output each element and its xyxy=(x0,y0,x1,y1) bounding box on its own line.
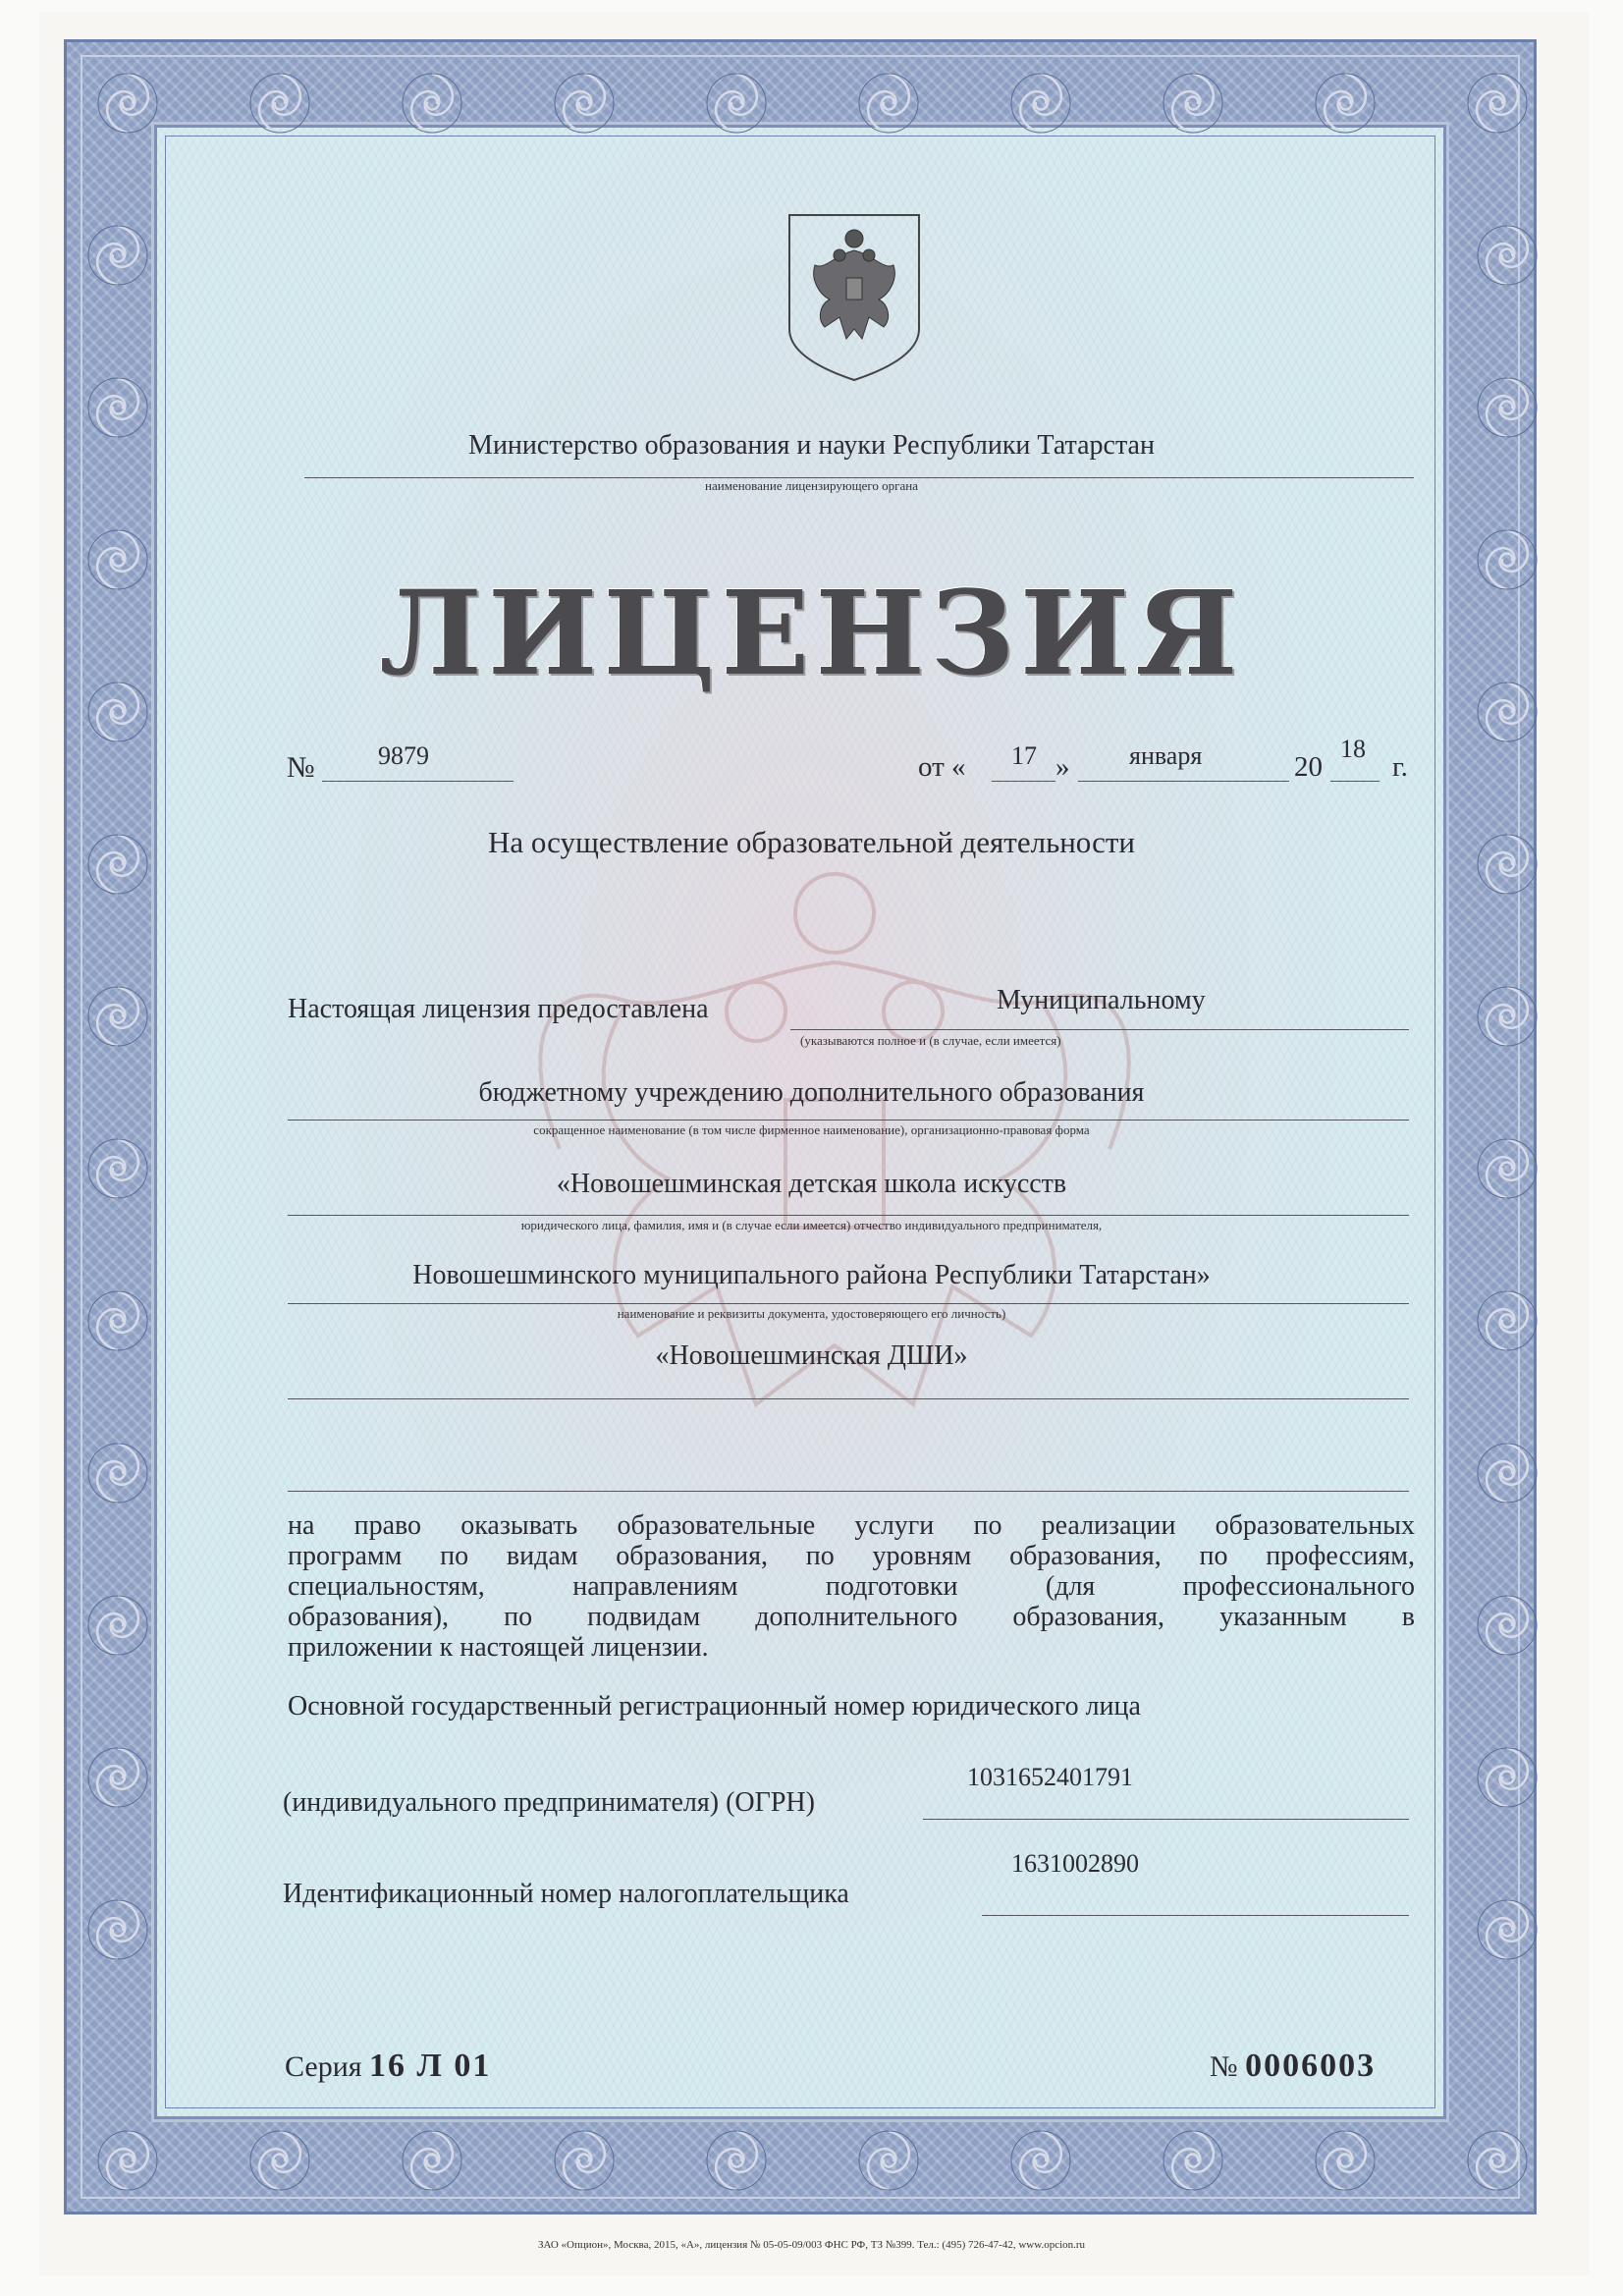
ogrn-label-line1: Основной государственный регистрационный номер юридического лица xyxy=(288,1691,1141,1722)
grantee-underline4 xyxy=(288,1303,1409,1304)
frame-ornament xyxy=(83,982,152,1051)
activity-type: На осуществление образовательной деятельности xyxy=(488,825,1135,859)
year-unit: г. xyxy=(1392,751,1408,783)
frame-ornament xyxy=(1159,69,1227,137)
frame-ornament xyxy=(702,2126,771,2195)
grantee-line5: «Новошешминская ДШИ» xyxy=(655,1340,968,1371)
date-prefix: от « xyxy=(918,751,966,783)
frame-ornament xyxy=(550,2126,619,2195)
frame-ornament xyxy=(854,69,923,137)
year-suffix: 18 xyxy=(1340,735,1366,763)
date-month: января xyxy=(1129,741,1203,770)
rights-line: образования), по подвидам дополнительного образования, указанным в xyxy=(288,1602,1415,1632)
grantee-line1: Муниципальному xyxy=(997,985,1206,1015)
number-underline xyxy=(322,781,514,782)
series-value: 16 Л 01 xyxy=(369,2048,492,2084)
grantee-underline6 xyxy=(288,1491,1409,1492)
frame-ornament xyxy=(550,69,619,137)
frame-ornament xyxy=(1473,1743,1542,1812)
year-prefix: 20 xyxy=(1294,751,1323,783)
coat-of-arms-emblem xyxy=(785,211,923,383)
grantee-underline1 xyxy=(790,1029,1409,1030)
inn-value: 1631002890 xyxy=(1011,1849,1139,1878)
ogrn-underline xyxy=(923,1819,1409,1820)
frame-ornament xyxy=(702,69,771,137)
date-day: 17 xyxy=(1011,741,1037,770)
frame-ornament xyxy=(1006,69,1075,137)
grantee-caption1: (указываются полное и (в случае, если имеется) xyxy=(800,1033,1061,1048)
rights-paragraph xyxy=(288,1510,1415,1663)
frame-ornament xyxy=(1006,2126,1075,2195)
year-underline xyxy=(1330,781,1380,782)
grantee-caption2: сокращенное наименование (в том числе фирменное наименование), организационно-правовая форма xyxy=(533,1122,1090,1137)
number-label: № xyxy=(287,751,315,784)
frame-ornament xyxy=(245,2126,314,2195)
frame-ornament xyxy=(1311,69,1380,137)
inn-label: Идентификационный номер налогоплательщика xyxy=(283,1879,849,1909)
frame-ornament xyxy=(1159,2126,1227,2195)
frame-ornament xyxy=(1473,221,1542,290)
issuer-name: Министерство образования и науки Республики Татарстан xyxy=(468,430,1155,461)
rights-line: программ по видам образования, по уровням образования, по профессиям, xyxy=(288,1541,1415,1571)
license-number: 9879 xyxy=(378,741,429,770)
frame-ornament xyxy=(1463,69,1532,137)
grantee-line3: «Новошешминская детская школа искусств xyxy=(556,1169,1067,1199)
frame-ornament xyxy=(93,69,162,137)
frame-ornament xyxy=(83,1591,152,1660)
frame-ornament xyxy=(398,69,466,137)
printer-footer: ЗАО «Опцион», Москва, 2015, «А», лицензия № 05-05-09/003 ФНС РФ, ТЗ №399. Тел.: (495) 726-47-42, www.opcion.ru xyxy=(537,2239,1086,2251)
frame-ornament xyxy=(83,1439,152,1507)
frame-ornament xyxy=(83,1895,152,1964)
inn-underline xyxy=(982,1915,1409,1916)
blank-number-block xyxy=(1210,2048,1376,2085)
series-label: Серия xyxy=(285,2050,362,2083)
grantee-intro: Настоящая лицензия предоставлена xyxy=(288,994,709,1024)
series-block xyxy=(285,2048,491,2085)
frame-ornament xyxy=(1473,1439,1542,1507)
frame-ornament xyxy=(1473,982,1542,1051)
frame-ornament xyxy=(1463,2126,1532,2195)
frame-ornament xyxy=(245,69,314,137)
ogrn-value: 1031652401791 xyxy=(967,1763,1133,1791)
frame-ornament xyxy=(398,2126,466,2195)
ogrn-label-line2: (индивидуального предпринимателя) (ОГРН) xyxy=(283,1787,815,1818)
grantee-line4: Новошешминского муниципального района Республики Татарстан» xyxy=(412,1260,1211,1290)
grantee-underline5 xyxy=(288,1398,1409,1399)
frame-ornament xyxy=(93,2126,162,2195)
frame-ornament xyxy=(854,2126,923,2195)
rights-line: специальностям, направлениям подготовки (для профессионального xyxy=(288,1571,1415,1602)
day-underline xyxy=(992,781,1055,782)
frame-ornament xyxy=(1473,1895,1542,1964)
blank-number-label: № xyxy=(1210,2050,1238,2083)
grantee-line2: бюджетному учреждению дополнительного образования xyxy=(478,1077,1145,1108)
rights-line: приложении к настоящей лицензии. xyxy=(288,1632,709,1663)
document-title: ЛИЦЕНЗИЯ xyxy=(379,565,1244,701)
blank-number: 0006003 xyxy=(1245,2048,1377,2084)
frame-ornament xyxy=(1311,2126,1380,2195)
issuer-caption: наименование лицензирующего органа xyxy=(705,478,918,493)
rights-line: на право оказывать образовательные услуги по реализации образовательных xyxy=(288,1510,1415,1541)
grantee-caption4: наименование и реквизиты документа, удостоверяющего его личность) xyxy=(617,1306,1006,1321)
month-underline xyxy=(1078,781,1289,782)
grantee-underline3 xyxy=(288,1215,1409,1216)
frame-ornament xyxy=(83,221,152,290)
date-day-close: » xyxy=(1055,751,1070,783)
frame-ornament xyxy=(83,1743,152,1812)
grantee-caption3: юридического лица, фамилия, имя и (в случае если имеется) отчество индивидуального предпринимателя, xyxy=(520,1218,1103,1232)
frame-ornament xyxy=(1473,1591,1542,1660)
grantee-underline2 xyxy=(288,1120,1409,1121)
